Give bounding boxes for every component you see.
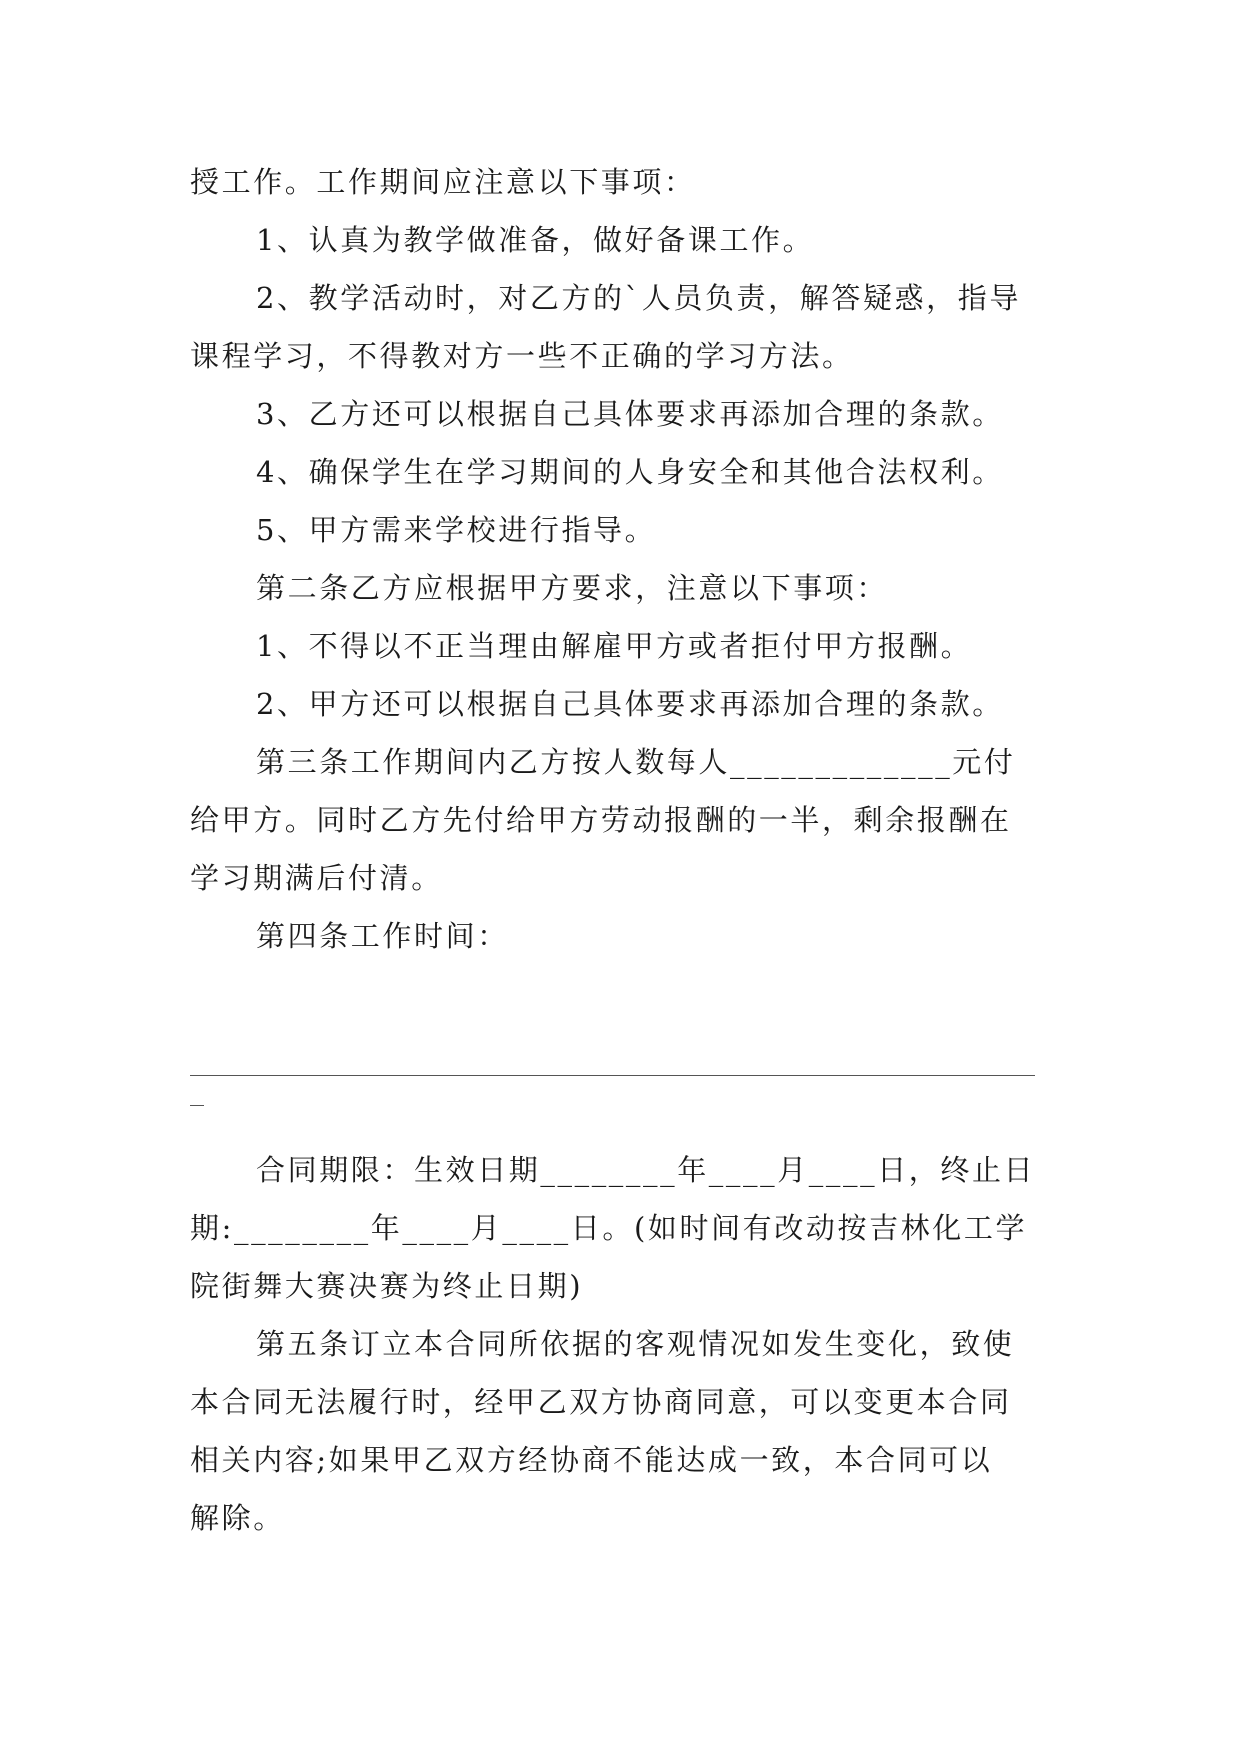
text-line: 4、确保学生在学习期间的人身安全和其他合法权利。	[256, 455, 1004, 489]
text-line: 2、教学活动时，对乙方的`人员负责，解答疑惑，指导	[256, 281, 1021, 315]
text-line: 院街舞大赛决赛为终止日期)	[190, 1269, 584, 1303]
text-line: 第五条订立本合同所依据的客观情况如发生变化，致使	[256, 1327, 1015, 1361]
text-line: 第二条乙方应根据甲方要求，注意以下事项：	[256, 571, 889, 605]
text-line: 第三条工作期间内乙方按人数每人_____________元付	[256, 745, 1016, 779]
text-line: 合同期限：生效日期________年____月____日，终止日	[256, 1153, 1036, 1187]
text-line: 第四条工作时间：	[256, 919, 509, 953]
text-line: 期:________年____月____日。(如时间有改动按吉林化工学	[190, 1211, 1028, 1245]
text-line: 5、甲方需来学校进行指导。	[256, 513, 657, 547]
text-line: 相关内容;如果甲乙双方经协商不能达成一致，本合同可以	[190, 1443, 993, 1477]
text-line: 解除。	[190, 1501, 285, 1535]
text-line: 学习期满后付清。	[190, 861, 443, 895]
text-line: 给甲方。同时乙方先付给甲方劳动报酬的一半，剩余报酬在	[190, 803, 1012, 837]
text-line: 1、不得以不正当理由解雇甲方或者拒付甲方报酬。	[256, 629, 973, 663]
text-line: 本合同无法履行时，经甲乙双方协商同意，可以变更本合同	[190, 1385, 1012, 1419]
text-line: 授工作。工作期间应注意以下事项：	[190, 165, 696, 199]
text-line: 2、甲方还可以根据自己具体要求再添加合理的条款。	[256, 687, 1004, 721]
blank-fill-line-short	[190, 1105, 204, 1106]
text-line: 3、乙方还可以根据自己具体要求再添加合理的条款。	[256, 397, 1004, 431]
text-line: 课程学习，不得教对方一些不正确的学习方法。	[190, 339, 854, 373]
blank-fill-line	[190, 1075, 1035, 1076]
text-line: 1、认真为教学做准备，做好备课工作。	[256, 223, 815, 257]
